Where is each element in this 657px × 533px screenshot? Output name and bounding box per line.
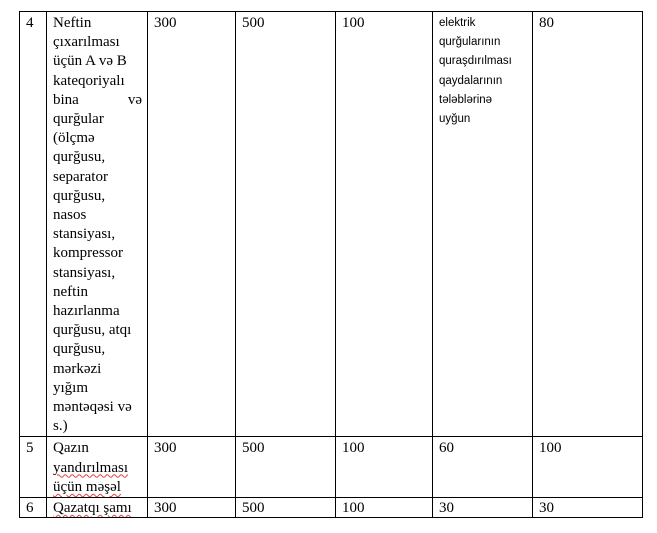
name-line: stansiyası, — [53, 264, 116, 281]
name-word: bina — [53, 91, 79, 108]
name-line: stansiyası, — [53, 226, 116, 243]
name-line: separator — [53, 168, 108, 185]
name-line: kateqoriyalı — [53, 72, 125, 89]
name-line: Neftin — [53, 15, 92, 31]
name-line-spellcheck: üçün məşəl — [53, 478, 121, 495]
value-cell-note — [433, 12, 533, 437]
value-cell: 100 — [336, 498, 433, 518]
value-cell: 80 — [533, 12, 643, 437]
value-cell: 300 — [148, 498, 236, 518]
name-line: yığım — [53, 379, 89, 396]
row-number: 5 — [20, 437, 47, 498]
name-line: neftin — [53, 283, 88, 300]
note-line: tələblərinə — [439, 93, 493, 106]
name-line: çıxarılması — [53, 34, 120, 51]
requirements-table — [19, 11, 643, 518]
value-cell: 300 — [148, 12, 236, 437]
name-line: hazırlanma — [53, 303, 120, 320]
name-line: (ölçmə — [53, 130, 95, 147]
note-line: qaydalarının — [439, 74, 503, 87]
row-number: 4 — [20, 12, 47, 437]
name-line: nasos — [53, 207, 87, 224]
name-line-spellcheck: Qazatqı şamı — [53, 500, 132, 517]
name-line: qurğusu, atqı — [53, 322, 132, 339]
name-line-spellcheck: yandırılması — [53, 459, 128, 476]
name-line: qurğular — [53, 111, 104, 128]
facility-name-cell — [47, 12, 148, 437]
name-line: məntəqəsi və — [53, 399, 132, 416]
facility-name-cell — [47, 498, 148, 518]
value-cell: 100 — [533, 437, 643, 498]
name-line: s.) — [53, 418, 68, 435]
value-cell: 60 — [433, 437, 533, 498]
value-cell: 30 — [533, 498, 643, 518]
value-cell: 30 — [433, 498, 533, 518]
value-cell: 500 — [236, 437, 336, 498]
facility-name-cell — [47, 437, 148, 498]
value-cell: 500 — [236, 12, 336, 437]
name-line: qurğusu, — [53, 341, 106, 358]
note-line: qurğularının — [439, 36, 501, 49]
row-number: 6 — [20, 498, 47, 518]
name-line: kompressor — [53, 245, 123, 262]
name-line-justified — [53, 91, 142, 110]
name-line: mərkəzi — [53, 360, 102, 377]
table-row — [20, 12, 643, 437]
name-line: qurğusu, — [53, 187, 106, 204]
note-line: quraşdırılması — [439, 55, 512, 68]
name-line: qurğusu, — [53, 149, 106, 166]
value-cell: 100 — [336, 12, 433, 437]
value-cell: 300 — [148, 437, 236, 498]
note-line: elektrik — [439, 17, 476, 29]
table-row — [20, 498, 643, 518]
note-line: uyğun — [439, 113, 471, 126]
value-cell: 500 — [236, 498, 336, 518]
name-line: üçün A və B — [53, 53, 127, 70]
name-line: Qazın — [53, 440, 89, 457]
table-row — [20, 437, 643, 498]
value-cell: 100 — [336, 437, 433, 498]
name-word: və — [127, 91, 142, 108]
